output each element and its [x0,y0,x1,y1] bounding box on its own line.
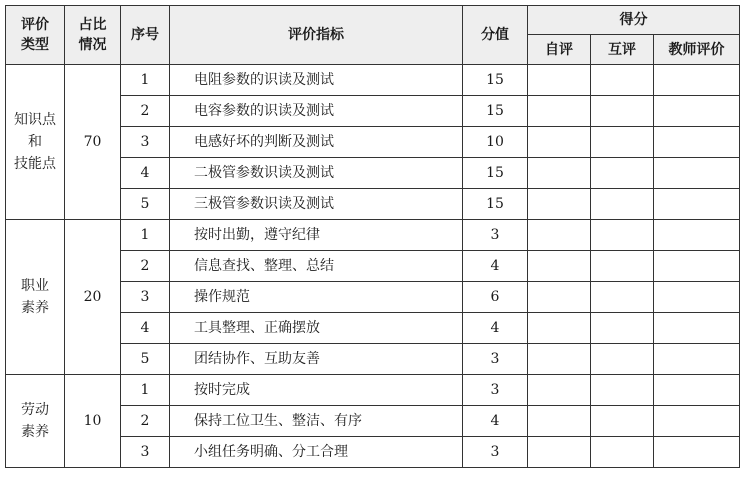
category-cell [6,220,65,375]
points-cell: 15 [463,96,528,127]
seq-cell: 5 [121,189,170,220]
seq-cell: 3 [121,127,170,158]
share-cell: 20 [65,220,121,375]
indicator-cell: 按时完成 [170,375,463,406]
indicator-cell: 电容参数的识读及测试 [170,96,463,127]
self-score-cell[interactable] [528,158,591,189]
points-cell: 10 [463,127,528,158]
self-score-cell[interactable] [528,282,591,313]
peer-score-cell[interactable] [591,437,654,468]
share-cell: 10 [65,375,121,468]
peer-score-cell[interactable] [591,189,654,220]
table-row [6,375,740,406]
points-cell: 4 [463,406,528,437]
header-share [65,6,121,65]
teacher-score-cell[interactable] [654,344,740,375]
points-cell: 6 [463,282,528,313]
points-cell: 15 [463,65,528,96]
teacher-score-cell[interactable] [654,313,740,344]
category-line: 素养 [21,424,49,440]
table-row [6,65,740,96]
teacher-score-cell[interactable] [654,220,740,251]
teacher-score-cell[interactable] [654,437,740,468]
seq-cell: 1 [121,375,170,406]
self-score-cell[interactable] [528,65,591,96]
self-score-cell[interactable] [528,96,591,127]
teacher-score-cell[interactable] [654,251,740,282]
category-line: 职业 [21,278,49,294]
peer-score-cell[interactable] [591,220,654,251]
points-cell: 3 [463,437,528,468]
indicator-cell: 工具整理、正确摆放 [170,313,463,344]
peer-score-cell[interactable] [591,251,654,282]
points-cell: 3 [463,375,528,406]
indicator-cell: 操作规范 [170,282,463,313]
points-cell: 3 [463,220,528,251]
points-cell: 3 [463,344,528,375]
indicator-cell: 信息查找、整理、总结 [170,251,463,282]
peer-score-cell[interactable] [591,127,654,158]
teacher-score-cell[interactable] [654,375,740,406]
seq-cell: 1 [121,65,170,96]
points-cell: 4 [463,251,528,282]
seq-cell: 4 [121,313,170,344]
teacher-score-cell[interactable] [654,96,740,127]
self-score-cell[interactable] [528,189,591,220]
seq-cell: 2 [121,96,170,127]
teacher-score-cell[interactable] [654,282,740,313]
peer-score-cell[interactable] [591,313,654,344]
header-share-line1: 占比 [78,17,107,33]
header-score: 得分 [528,6,740,35]
indicator-cell: 按时出勤，遵守纪律 [170,220,463,251]
self-score-cell[interactable] [528,251,591,282]
points-cell: 15 [463,189,528,220]
teacher-score-cell[interactable] [654,127,740,158]
category-cell [6,65,65,220]
seq-cell: 4 [121,158,170,189]
category-cell [6,375,65,468]
header-seq: 序号 [121,6,170,65]
self-score-cell[interactable] [528,313,591,344]
teacher-score-cell[interactable] [654,189,740,220]
indicator-cell: 保持工位卫生、整洁、有序 [170,406,463,437]
category-line: 劳动 [21,402,49,418]
peer-score-cell[interactable] [591,65,654,96]
teacher-score-cell[interactable] [654,65,740,96]
peer-score-cell[interactable] [591,96,654,127]
points-cell: 4 [463,313,528,344]
self-score-cell[interactable] [528,375,591,406]
self-score-cell[interactable] [528,344,591,375]
indicator-cell: 三极管参数识读及测试 [170,189,463,220]
header-share-line2: 情况 [78,37,107,53]
header-self: 自评 [528,35,591,65]
header-type [6,6,65,65]
self-score-cell[interactable] [528,406,591,437]
table-row [6,220,740,251]
table-header [6,6,740,65]
self-score-cell[interactable] [528,437,591,468]
category-line: 和 [28,134,42,150]
seq-cell: 5 [121,344,170,375]
seq-cell: 3 [121,282,170,313]
header-teacher: 教师评价 [654,35,740,65]
category-line: 素养 [21,300,49,316]
peer-score-cell[interactable] [591,158,654,189]
seq-cell: 3 [121,437,170,468]
peer-score-cell[interactable] [591,344,654,375]
indicator-cell: 小组任务明确、分工合理 [170,437,463,468]
self-score-cell[interactable] [528,127,591,158]
header-type-line2: 类型 [21,37,49,53]
peer-score-cell[interactable] [591,282,654,313]
peer-score-cell[interactable] [591,375,654,406]
table-body [6,65,740,468]
seq-cell: 2 [121,251,170,282]
header-points: 分值 [463,6,528,65]
seq-cell: 1 [121,220,170,251]
teacher-score-cell[interactable] [654,158,740,189]
peer-score-cell[interactable] [591,406,654,437]
indicator-cell: 电感好坏的判断及测试 [170,127,463,158]
points-cell: 15 [463,158,528,189]
category-line: 知识点 [14,112,56,128]
teacher-score-cell[interactable] [654,406,740,437]
self-score-cell[interactable] [528,220,591,251]
evaluation-table-wrapper [5,5,740,468]
indicator-cell: 团结协作、互助友善 [170,344,463,375]
header-indicator: 评价指标 [170,6,463,65]
evaluation-table [5,5,740,468]
header-peer: 互评 [591,35,654,65]
indicator-cell: 电阻参数的识读及测试 [170,65,463,96]
header-type-line1: 评价 [21,17,49,33]
indicator-cell: 二极管参数识读及测试 [170,158,463,189]
category-line: 技能点 [14,156,56,172]
share-cell: 70 [65,65,121,220]
seq-cell: 2 [121,406,170,437]
